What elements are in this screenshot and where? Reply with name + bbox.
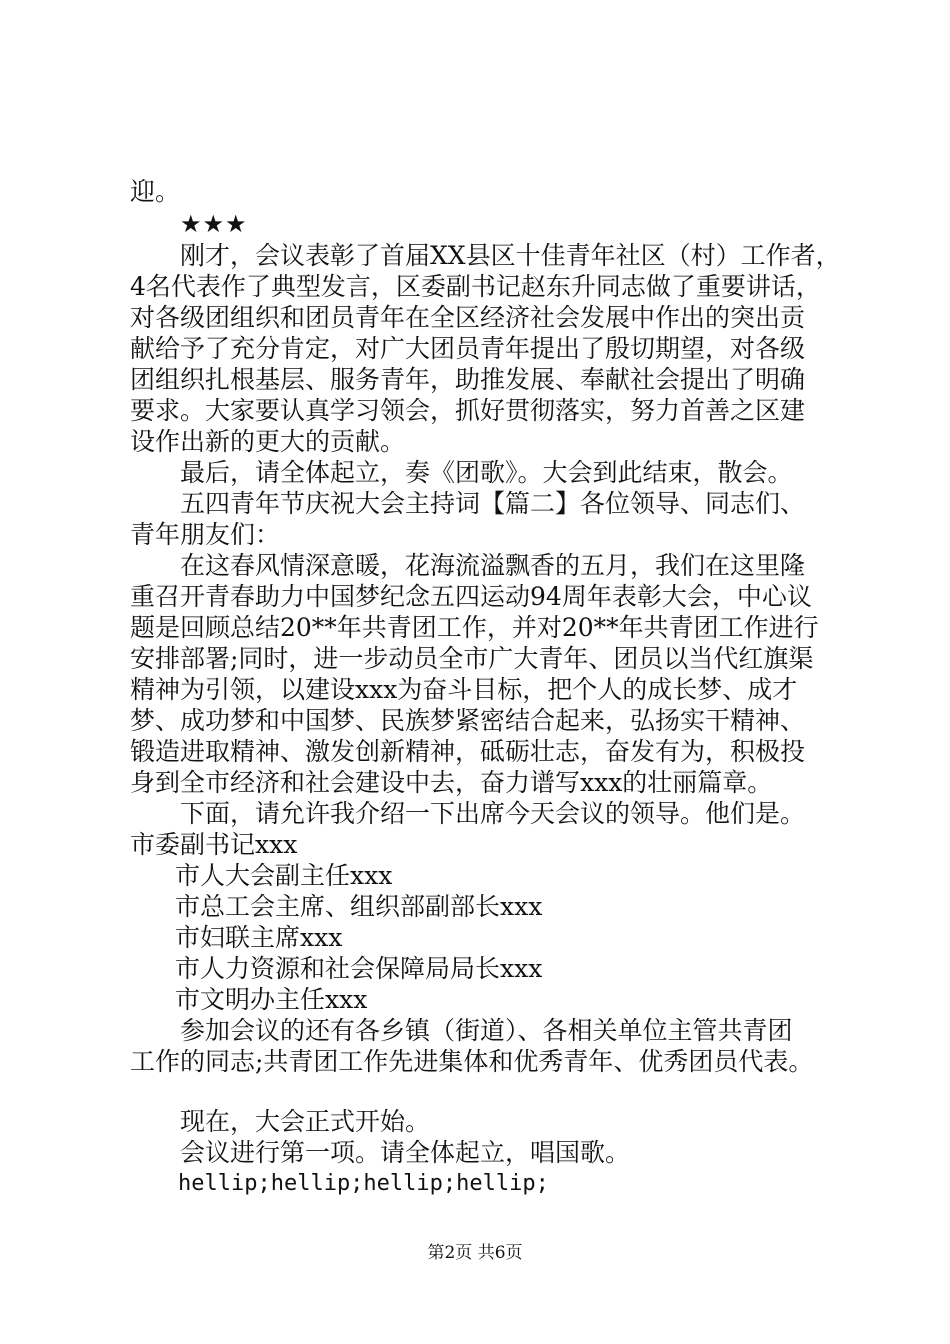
text-line: 迎。 (130, 177, 181, 206)
star-divider: ★★★ (180, 210, 248, 238)
text-line: 在这春风情深意暖，花海流溢飘香的五月，我们在这里隆 (180, 551, 806, 580)
text-line: hellip;hellip;hellip;hellip; (178, 1171, 549, 1196)
text-line: 会议进行第一项。请全体起立，唱国歌。 (180, 1138, 631, 1167)
text-line: 市总工会主席、组织部副部长xxx (175, 892, 543, 921)
text-line: 市人力资源和社会保障局局长xxx (175, 954, 543, 983)
text-line: 题是回顾总结20**年共青团工作，并对20**年共青团工作进行 (130, 613, 819, 642)
text-line: 市委副书记xxx (130, 830, 298, 859)
page-number-footer: 第2页 共6页 (427, 1243, 523, 1263)
text-line: 现在，大会正式开始。 (180, 1107, 431, 1136)
text-line: 最后，请全体起立，奏《团歌》。大会到此结束，散会。 (180, 458, 793, 487)
text-line: 团组织扎根基层、服务青年，助推发展、奉献社会提出了明确 (130, 365, 806, 394)
text-line: 工作的同志;共青团工作先进集体和优秀青年、优秀团员代表。 (130, 1047, 814, 1076)
text-line: 精神为引领，以建设xxx为奋斗目标，把个人的成长梦、成才 (130, 675, 798, 704)
text-line: 重召开青春助力中国梦纪念五四运动94周年表彰大会，中心议 (130, 582, 812, 611)
text-line: 参加会议的还有各乡镇（街道）、各相关单位主管共青团 (180, 1016, 793, 1045)
text-line: 设作出新的更大的贡献。 (130, 427, 406, 456)
text-line: 刚才，会议表彰了首届XX县区十佳青年社区（村）工作者， (180, 241, 841, 270)
text-line: 献给予了充分肯定，对广大团员青年提出了殷切期望，对各级 (130, 334, 806, 363)
text-line: 市人大会副主任xxx (175, 861, 393, 890)
text-line: 青年朋友们： (130, 520, 281, 549)
text-line: 4名代表作了典型发言，区委副书记赵东升同志做了重要讲话， (130, 272, 821, 301)
text-line: 身到全市经济和社会建设中去，奋力谱写xxx的壮丽篇章。 (130, 768, 773, 797)
text-line: 市文明办主任xxx (175, 985, 368, 1014)
text-line: 安排部署;同时，进一步动员全市广大青年、团员以当代红旗渠 (130, 644, 814, 673)
text-line: 下面，请允许我介绍一下出席今天会议的领导。他们是。 (180, 799, 806, 828)
text-line: 锻造进取精神、激发创新精神，砥砺壮志，奋发有为，积极投 (130, 737, 806, 766)
section-heading: 五四青年节庆祝大会主持词【篇二】各位领导、同志们、 (180, 489, 806, 518)
text-line: 要求。大家要认真学习领会，抓好贯彻落实，努力首善之区建 (130, 396, 806, 425)
text-line: 市妇联主席xxx (175, 923, 343, 952)
text-line: 梦、成功梦和中国梦、民族梦紧密结合起来，弘扬实干精神、 (130, 706, 806, 735)
text-line: 对各级团组织和团员青年在全区经济社会发展中作出的突出贡 (130, 303, 806, 332)
